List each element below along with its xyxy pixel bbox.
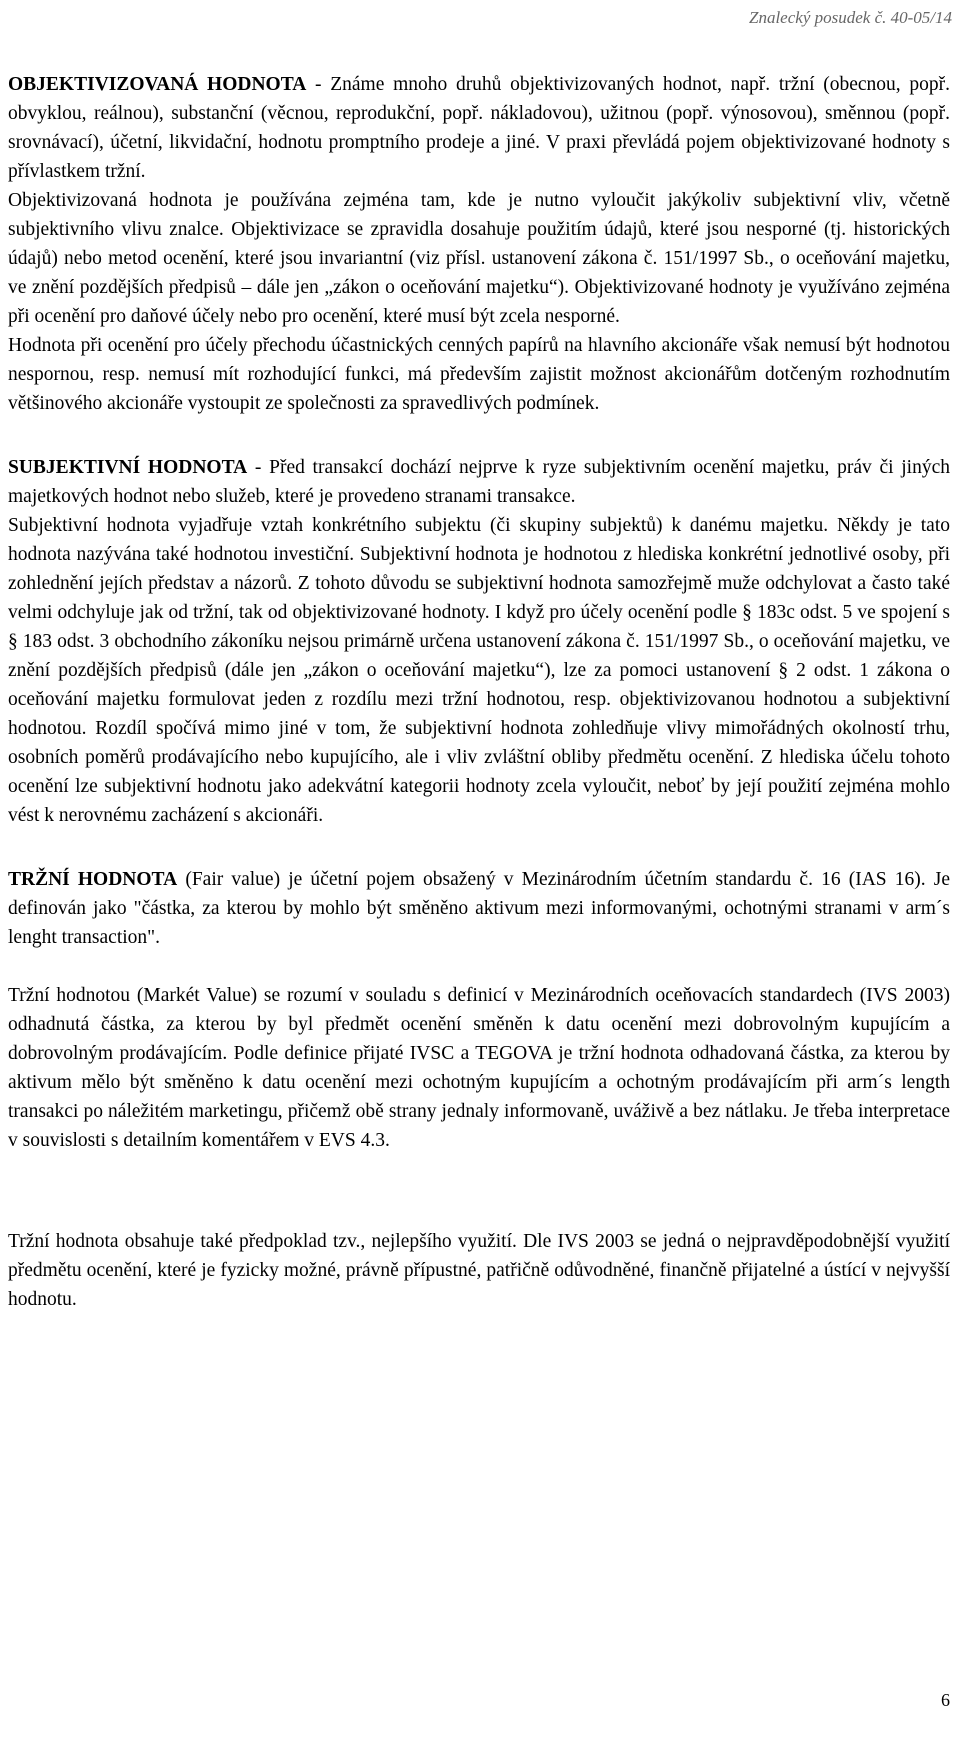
objektivizovana-term: OBJEKTIVIZOVANÁ HODNOTA [8,74,307,95]
objektivizovana-paragraph-2: Objektivizovaná hodnota je používána zejména tam, kde je nutno vyloučit jakýkoliv subjektivní vliv, včetně subjektivního vlivu znalce. Objektivizace se zpravidla dosahuje použitím údajů, které jsou nesporné (tj. historických údajů) nebo metod ocenění, které jsou invariantní (viz přísl. ustanovení zákona č. 151/1997 Sb., o oceňování majetku, ve znění pozdějších předpisů – dále jen „zákon o oceňování majetku“). Objektivizované hodnoty je využíváno zejména při ocenění pro daňové účely nebo pro ocenění, které musí být zcela nesporné. [8,190,950,327]
objektivizovana-intro-paragraph [8,70,950,186]
document-body [8,70,950,1314]
subjektivni-intro-paragraph [8,453,950,511]
document-header: Znalecký posudek č. 40-05/14 [749,8,952,27]
subjektivni-intro-text: - Před transakcí dochází nejprve k ryze subjektivním ocenění majetku, práv či jiných majetkových hodnot nebo služeb, které je provedeno stranami transakce. [8,457,950,507]
page-number: 6 [941,1690,950,1710]
objektivizovana-paragraph-3: Hodnota při ocenění pro účely přechodu účastnických cenných papírů na hlavního akcionáře však nemusí být hodnotou nespornou, resp. nemusí mít rozhodující funkci, má především zajistit možnost akcionářům dotčeným rozhodnutím většinového akcionáře vystoupit ze společnosti za spravedlivých podmínek. [8,335,950,414]
subjektivni-term: SUBJEKTIVNÍ HODNOTA [8,457,248,478]
trzni-paragraph-3: Tržní hodnota obsahuje také předpoklad tzv., nejlepšího využití. Dle IVS 2003 se jedná o nejpravděpodobnější využití předmětu ocenění, které je fyzicky možné, právně přípustné, patřičně odůvodněné, finančně přijatelné a ústící v nejvyšší hodnotu. [8,1231,950,1310]
trzni-intro-text: (Fair value) je účetní pojem obsažený v Mezinárodním účetním standardu č. 16 (IAS 16). Je definován jako "částka, za kterou by mohlo být směněno aktivum mezi informovanými, ochotnými stranami v arm´s lenght transaction". [8,869,950,948]
objektivizovana-intro-text: - Známe mnoho druhů objektivizovaných hodnot, např. tržní (obecnou, popř. obvyklou, reálnou), substanční (věcnou, reprodukční, popř. nákladovou), užitnou (popř. výnosovou), směnnou (popř. srovnávací), účetní, likvidační, hodnotu promptního prodeje a jiné. V praxi převládá pojem objektivizované hodnoty s přívlastkem tržní. [8,74,950,182]
trzni-paragraph-2: Tržní hodnotou (Markét Value) se rozumí v souladu s definicí v Mezinárodních oceňovacích standardech (IVS 2003) odhadnutá částka, za kterou by byl předmět ocenění směněn k datu ocenění mezi dobrovolným kupujícím a dobrovolným prodávajícím. Podle definice přijaté IVSC a TEGOVA je tržní hodnota odhadovaná částka, za kterou by aktivum mělo být směněno k datu ocenění mezi ochotným kupujícím a ochotným prodávajícím při arm´s length transakci po náležitém marketingu, přičemž obě strany jednaly informovaně, uváživě a bez nátlaku. Je třeba interpretace v souvislosti s detailním komentářem v EVS 4.3. [8,985,950,1151]
trzni-term: TRŽNÍ HODNOTA [8,869,178,890]
subjektivni-paragraph-2: Subjektivní hodnota vyjadřuje vztah konkrétního subjektu (či skupiny subjektů) k danému majetku. Někdy je tato hodnota nazývána také hodnotou investiční. Subjektivní hodnota je hodnotou z hlediska konkrétní jednotlivé osoby, při zohlednění jejích představ a názorů. Z tohoto důvodu se subjektivní hodnota samozřejmě muže odchylovat a často také velmi odchyluje jak od tržní, tak od objektivizované hodnoty. I když pro účely ocenění podle § 183c odst. 5 ve spojení s § 183 odst. 3 obchodního zákoníku nejsou primárně určena ustanovení zákona č. 151/1997 Sb., o oceňování majetku, ve znění pozdějších předpisů (dále jen „zákon o oceňování majetku“), lze za pomoci ustanovení § 2 odst. 1 zákona o oceňování majetku formulovat jeden z rozdílu mezi tržní hodnotou, resp. objektivizovanou hodnotou a subjektivní hodnotou. Rozdíl spočívá mimo jiné v tom, že subjektivní hodnota zohledňuje vlivy mimořádných okolností trhu, osobních poměrů prodávajícího nebo kupujícího, ale i vliv zvláštní obliby předmětu ocenění. Z hlediska účelu tohoto ocenění lze subjektivní hodnotu jako adekvátní kategorii hodnoty zcela vyloučit, neboť by její použití zejména mohlo vést k nerovnému zacházení s akcionáři. [8,515,950,826]
trzni-intro-paragraph [8,865,950,952]
